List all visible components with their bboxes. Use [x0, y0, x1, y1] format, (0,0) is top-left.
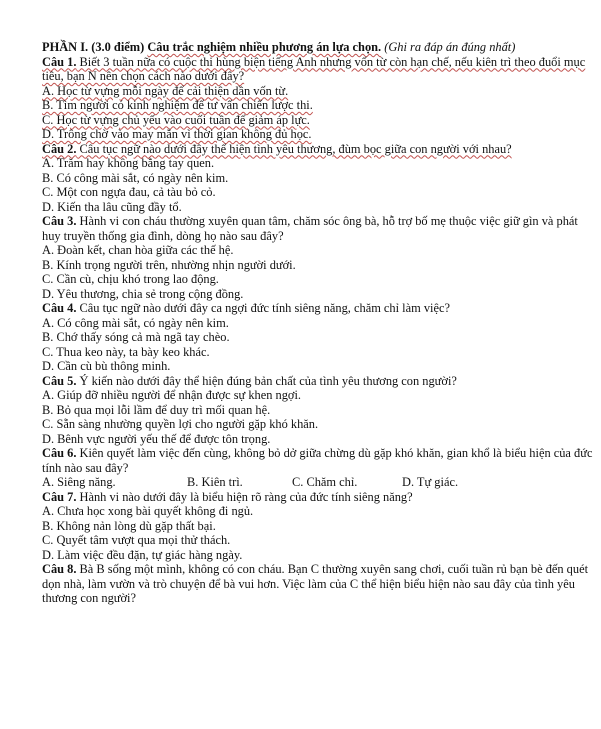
section-points: (3.0 điểm) [88, 40, 148, 54]
section-note: (Ghi ra đáp án đúng nhất) [381, 40, 516, 54]
option: B. Bỏ qua mọi lỗi lầm để duy trì mối quan hệ. [42, 402, 271, 417]
question-1 [42, 55, 594, 84]
question-text: Hành vi con cháu thường xuyên quan tâm, chăm sóc ông bà, hỗ trợ bố mẹ thuộc việc giữ gìn và phát huy truyền thống gia đình, dòng họ nào sau đây? [42, 214, 578, 243]
option: A. Chưa học xong bài quyết không đi ngủ. [42, 504, 254, 518]
option: C. Học từ vựng chủ yếu vào cuối tuần để giảm áp lực. [42, 112, 310, 127]
question-text: Câu tục ngữ nào dưới đây thể hiện tình yêu thương, đùm bọc giữa con người với nhau? [76, 141, 512, 156]
question-6 [42, 446, 594, 475]
inline-options [42, 475, 594, 490]
option: C. Chăm chỉ. [292, 475, 358, 489]
question-5 [42, 374, 594, 389]
question-label: Câu 3. [42, 214, 77, 228]
option: B. Kiên trì. [187, 475, 243, 489]
question-2 [42, 142, 594, 157]
option: D. Cần cù bù thông minh. [42, 359, 171, 373]
option: D. Làm việc đều đặn, tự giác hàng ngày. [42, 547, 243, 562]
option: A. Có công mài sắt, có ngày nên kim. [42, 315, 229, 330]
question-text: Kiên quyết làm việc đến cùng, không bỏ dở giữa chừng dù gặp khó khăn, gian khổ là biểu hiện của đức tính nào sau đây? [42, 446, 593, 475]
question-4 [42, 301, 594, 316]
option: C. Thua keo này, ta bày keo khác. [42, 344, 210, 359]
option: A. Đoàn kết, chan hòa giữa các thế hệ. [42, 243, 234, 257]
document-page [42, 40, 594, 606]
option: C. Quyết tâm vượt qua mọi thử thách. [42, 533, 231, 547]
section-header [42, 40, 594, 55]
option: D. Kiến tha lâu cũng đầy tổ. [42, 199, 182, 214]
question-label: Câu 8. [42, 562, 77, 576]
question-label: Câu 4. [42, 301, 77, 315]
question-text: Bà B sống một mình, không có con cháu. Bạn C thường xuyên sang chơi, cuối tuần rủ bạn bè đến quét dọn nhà, làm vườn và trò chuyện để bà vui hơn. Việc làm của C thể hiện biểu hiện nào sau đây của tình yêu thương con người? [42, 562, 589, 605]
option: D. Trông chờ vào may mắn vì thời gian không đủ học. [42, 127, 312, 141]
option: C. Một con ngựa đau, cả tàu bỏ cỏ. [42, 185, 216, 199]
question-label: Câu 1. [42, 54, 77, 69]
question-7 [42, 490, 594, 505]
question-8 [42, 562, 594, 606]
question-text: Ý kiến nào dưới đây thể hiện đúng bản chất của tình yêu thương con người? [76, 373, 457, 388]
option: D. Tự giác. [402, 475, 459, 489]
option: B. Có công mài sắt, có ngày nên kim. [42, 170, 229, 185]
option: D. Bênh vực người yếu thế để được tôn trọng. [42, 431, 271, 446]
option: C. Cần cù, chịu khó trong lao động. [42, 272, 219, 286]
question-text: Câu tục ngữ nào dưới đây ca ngợi đức tính siêng năng, chăm chỉ làm việc? [76, 301, 450, 315]
option: D. Yêu thương, chia sẻ trong cộng đồng. [42, 286, 244, 301]
option: B. Tìm người có kinh nghiệm để tư vấn chiến lược thi. [42, 98, 313, 112]
option: B. Không nản lòng dù gặp thất bại. [42, 518, 216, 533]
question-3 [42, 214, 594, 243]
option: C. Sẵn sàng nhường quyền lợi cho người gặp khó khăn. [42, 417, 319, 431]
option: A. Siêng năng. [42, 475, 116, 489]
question-label: Câu 6. [42, 446, 77, 460]
question-text: Hành vi nào dưới đây là biểu hiện rõ ràng của đức tính siêng năng? [76, 489, 413, 504]
question-text: Biết 3 tuần nữa có cuộc thi hùng biện tiếng Anh nhưng vốn từ còn hạn chế, nếu kiên trì theo đuổi mục tiêu, bạn N nên chọn cách nào dưới đây? [42, 54, 586, 83]
section-title: PHẦN I. [42, 40, 89, 54]
section-heading: Câu trắc nghiệm nhiều phương án lựa chọn. [147, 40, 382, 54]
option: B. Chớ thấy sóng cả mà ngã tay chèo. [42, 330, 230, 344]
option: B. Kính trọng người trên, nhường nhịn người dưới. [42, 257, 296, 272]
option: A. Học từ vựng mỗi ngày để cải thiện dần vốn từ. [42, 83, 289, 98]
question-label: Câu 5. [42, 373, 77, 388]
question-label: Câu 2. [42, 141, 77, 156]
option: A. Trăm hay không bằng tay quen. [42, 156, 215, 170]
option: A. Giúp đỡ nhiều người để nhận được sự khen ngợi. [42, 388, 302, 402]
question-label: Câu 7. [42, 489, 77, 504]
